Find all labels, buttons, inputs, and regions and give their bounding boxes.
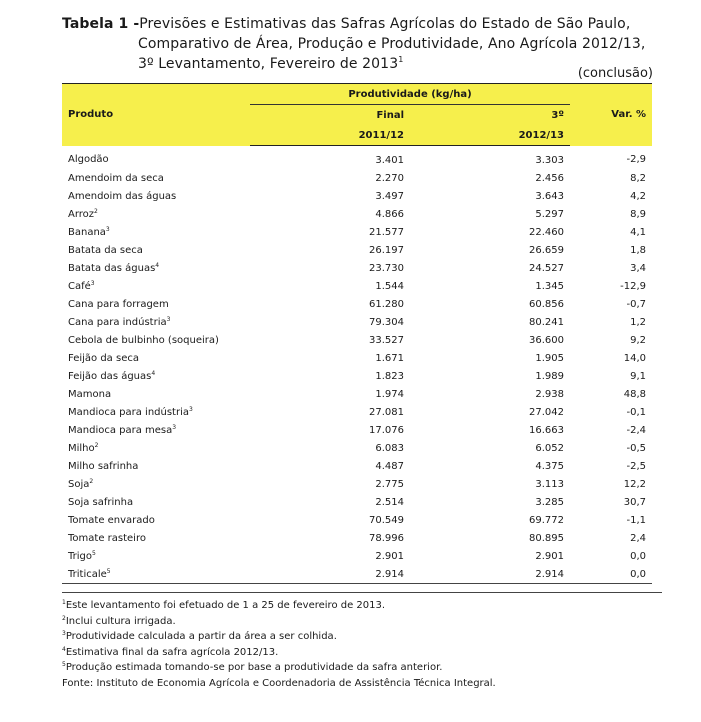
footnote-number: 2 <box>62 614 66 622</box>
table-row <box>62 403 652 421</box>
cell-variacao: -2,9 <box>626 154 646 166</box>
footnote-ref: 5 <box>106 567 111 575</box>
cell-produto: Cana para forragem <box>68 298 169 310</box>
footnote <box>62 660 662 676</box>
cell-final-2011-12: 2.775 <box>375 478 404 490</box>
table-row <box>62 205 652 223</box>
table-row <box>62 565 652 584</box>
cell-final-2011-12: 1.544 <box>375 280 404 292</box>
table-row <box>62 475 652 493</box>
table-row <box>62 421 652 439</box>
cell-2012-13: 24.527 <box>529 262 564 274</box>
cell-variacao: -2,5 <box>626 460 646 472</box>
cell-produto: Milho safrinha <box>68 460 139 472</box>
cell-2012-13: 27.042 <box>529 406 564 418</box>
cell-produto: Soja <box>68 478 90 490</box>
cell-variacao: 3,4 <box>630 262 646 274</box>
cell-final-2011-12: 3.401 <box>375 154 404 166</box>
cell-2012-13: 60.856 <box>529 298 564 310</box>
cell-final-2011-12: 27.081 <box>369 406 404 418</box>
cell-2012-13: 26.659 <box>529 244 564 256</box>
cell-produto: Amendoim das águas <box>68 190 177 202</box>
table-row <box>62 493 652 511</box>
header-final: Final <box>250 105 410 126</box>
cell-2012-13: 22.460 <box>529 226 564 238</box>
footnotes <box>62 592 662 691</box>
cell-variacao: -1,1 <box>626 514 646 526</box>
table-row <box>62 457 652 475</box>
cell-final-2011-12: 78.996 <box>369 532 404 544</box>
table-row <box>62 367 652 385</box>
source-note: Fonte: Instituto de Economia Agrícola e Coordenadoria de Assistência Técnica Integral. <box>62 677 496 689</box>
cell-variacao: 1,2 <box>630 316 646 328</box>
cell-variacao: 8,9 <box>630 208 646 220</box>
cell-2012-13: 1.345 <box>535 280 564 292</box>
cell-produto: Amendoim da seca <box>68 172 164 184</box>
footnote-text: Estimativa final da safra agrícola 2012/13. <box>65 646 279 658</box>
cell-2012-13: 1.905 <box>535 352 564 364</box>
cell-produto: Batata das águas <box>68 262 156 274</box>
cell-final-2011-12: 4.487 <box>375 460 404 472</box>
cell-2012-13: 2.456 <box>535 172 564 184</box>
header-terceiro: 3º <box>410 105 570 126</box>
footnote <box>62 614 662 630</box>
table-body <box>62 146 652 584</box>
cell-variacao: 30,7 <box>623 496 646 508</box>
table-row <box>62 313 652 331</box>
cell-2012-13: 2.914 <box>535 568 564 580</box>
footnote-ref: 3 <box>105 225 110 233</box>
cell-variacao: 0,0 <box>630 568 646 580</box>
cell-produto: Mamona <box>68 388 112 400</box>
cell-produto: Batata da seca <box>68 244 143 256</box>
cell-final-2011-12: 2.901 <box>375 550 404 562</box>
table-row <box>62 439 652 457</box>
cell-2012-13: 80.241 <box>529 316 564 328</box>
cell-final-2011-12: 2.270 <box>375 172 404 184</box>
table-row <box>62 277 652 295</box>
cell-produto: Tomate envarado <box>68 514 155 526</box>
cell-final-2011-12: 4.866 <box>375 208 404 220</box>
footnote-ref: 3 <box>166 315 171 323</box>
cell-produto: Triticale <box>68 568 107 580</box>
caption-text: Previsões e Estimativas das Safras Agrícolas do Estado de São Paulo, Comparativo de Área, Produção e Produtividade, Ano Agrícola 2012/13, 3º Levantamento, Fevereiro de 2013 <box>138 16 646 72</box>
cell-variacao: 4,2 <box>630 190 646 202</box>
cell-produto: Mandioca para indústria <box>68 406 189 418</box>
footnote-ref: 4 <box>151 369 156 377</box>
cell-variacao: 1,8 <box>630 244 646 256</box>
cell-produto: Feijão das águas <box>68 370 152 382</box>
cell-2012-13: 2.901 <box>535 550 564 562</box>
footnote <box>62 645 662 661</box>
cell-variacao: -12,9 <box>620 280 646 292</box>
cell-variacao: -2,4 <box>626 424 646 436</box>
footnote-ref: 2 <box>94 441 99 449</box>
cell-2012-13: 1.989 <box>535 370 564 382</box>
cell-produto: Tomate rasteiro <box>68 532 146 544</box>
footnote-ref: 5 <box>92 549 96 557</box>
footnote <box>62 598 662 614</box>
cell-2012-13: 2.938 <box>535 388 564 400</box>
cell-variacao: 4,1 <box>630 226 646 238</box>
table-row <box>62 295 652 313</box>
productivity-table <box>62 83 652 584</box>
cell-produto: Cebola de bulbinho (soqueira) <box>68 334 219 346</box>
cell-final-2011-12: 33.527 <box>369 334 404 346</box>
header-produtividade: Produtividade (kg/ha) <box>250 84 570 105</box>
table-row <box>62 187 652 205</box>
cell-final-2011-12: 21.577 <box>369 226 404 238</box>
cell-2012-13: 16.663 <box>529 424 564 436</box>
cell-variacao: 48,8 <box>623 388 646 400</box>
cell-2012-13: 80.895 <box>529 532 564 544</box>
table-row <box>62 146 652 170</box>
cell-2012-13: 3.113 <box>535 478 564 490</box>
cell-2012-13: 36.600 <box>529 334 564 346</box>
cell-variacao: -0,1 <box>626 406 646 418</box>
cell-final-2011-12: 70.549 <box>369 514 404 526</box>
table-row <box>62 529 652 547</box>
cell-variacao: 9,1 <box>630 370 646 382</box>
cell-final-2011-12: 26.197 <box>369 244 404 256</box>
footnote-ref: 4 <box>155 261 160 269</box>
footnote-ref: 3 <box>172 423 177 431</box>
table-row <box>62 511 652 529</box>
cell-final-2011-12: 2.914 <box>375 568 404 580</box>
cell-2012-13: 4.375 <box>535 460 564 472</box>
cell-variacao: 0,0 <box>630 550 646 562</box>
cell-produto: Café <box>68 280 91 292</box>
table-row <box>62 223 652 241</box>
cell-variacao: 12,2 <box>623 478 646 490</box>
cell-variacao: -0,7 <box>626 298 646 310</box>
footnote-ref: 3 <box>90 279 95 287</box>
cell-variacao: 2,4 <box>630 532 646 544</box>
cell-produto: Soja safrinha <box>68 496 134 508</box>
cell-2012-13: 3.643 <box>535 190 564 202</box>
footnote-number: 4 <box>62 645 66 653</box>
footnote-text: Produtividade calculada a partir da área a ser colhida. <box>65 631 337 642</box>
cell-variacao: 14,0 <box>623 352 646 364</box>
cell-final-2011-12: 3.497 <box>375 190 404 202</box>
caption-footnote-ref: 1 <box>398 55 404 64</box>
cell-variacao: -0,5 <box>626 442 646 454</box>
table-row <box>62 259 652 277</box>
table-row <box>62 331 652 349</box>
table-row <box>62 385 652 403</box>
cell-2012-13: 3.303 <box>535 154 564 166</box>
footnote-text: Produção estimada tomando-se por base a produtividade da safra anterior. <box>65 662 443 673</box>
cell-produto: Milho <box>68 442 95 454</box>
cell-final-2011-12: 23.730 <box>369 262 404 274</box>
cell-produto: Algodão <box>68 154 109 166</box>
cell-produto: Trigo <box>68 550 92 562</box>
footnote-text: Este levantamento foi efetuado de 1 a 25 de fevereiro de 2013. <box>65 600 386 611</box>
cell-produto: Cana para indústria <box>68 316 167 328</box>
table-row <box>62 241 652 259</box>
footnote-number: 1 <box>62 599 66 606</box>
header-2011-12: 2011/12 <box>250 125 410 146</box>
footnote-text: Inclui cultura irrigada. <box>65 615 176 627</box>
cell-final-2011-12: 61.280 <box>369 298 404 310</box>
footnote-ref: 2 <box>89 477 94 485</box>
table-caption <box>62 14 652 74</box>
header-2012-13: 2012/13 <box>410 125 570 146</box>
cell-2012-13: 6.052 <box>535 442 564 454</box>
cell-produto: Mandioca para mesa <box>68 424 173 436</box>
cell-2012-13: 5.297 <box>535 208 564 220</box>
cell-final-2011-12: 6.083 <box>375 442 404 454</box>
table-row <box>62 349 652 367</box>
cell-2012-13: 3.285 <box>535 496 564 508</box>
footnote-ref: 3 <box>189 405 193 413</box>
cell-variacao: 9,2 <box>630 334 646 346</box>
cell-final-2011-12: 1.823 <box>375 370 404 382</box>
table-row <box>62 169 652 187</box>
caption-label: Tabela 1 - <box>62 16 140 32</box>
continuation-note: (conclusão) <box>577 66 653 81</box>
footnote-number: 3 <box>62 630 66 637</box>
table-row <box>62 547 652 565</box>
header-variacao: Var. % <box>570 84 652 146</box>
cell-final-2011-12: 17.076 <box>369 424 404 436</box>
cell-final-2011-12: 2.514 <box>375 496 404 508</box>
cell-final-2011-12: 79.304 <box>369 316 404 328</box>
cell-variacao: 8,2 <box>630 172 646 184</box>
footnote <box>62 629 662 645</box>
cell-produto: Banana <box>68 226 106 238</box>
cell-produto: Feijão da seca <box>68 352 139 364</box>
cell-produto: Arroz <box>68 208 95 220</box>
footnote-number: 5 <box>62 661 66 668</box>
cell-final-2011-12: 1.974 <box>375 388 404 400</box>
footnote-ref: 2 <box>94 207 98 215</box>
cell-2012-13: 69.772 <box>529 514 564 526</box>
cell-final-2011-12: 1.671 <box>375 352 404 364</box>
header-produto: Produto <box>62 84 250 146</box>
